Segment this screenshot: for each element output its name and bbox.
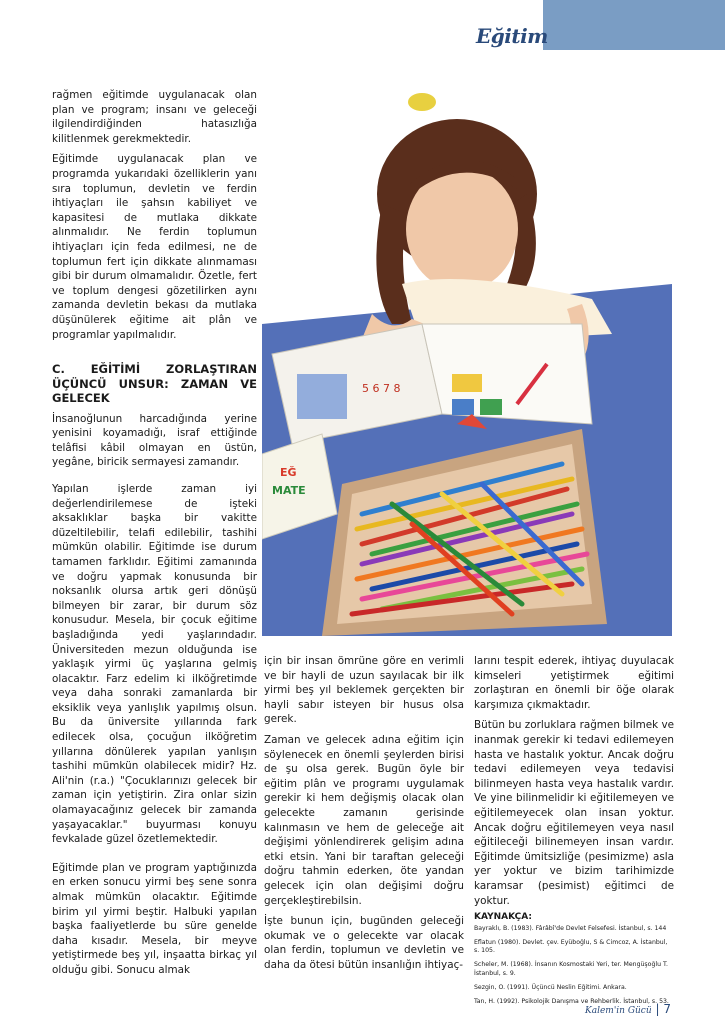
book-cover-word: EĞ [280,466,297,479]
reference-item: Eflatun (1980). Devlet. çev. Eyüboğlu, S & Cimcoz, A. İstanbul, s. 105. [474,938,668,955]
reference-item: Scheler, M. (1968). İnsanın Kosmostaki Yeri, ter. Mengüşoğlu T. İstanbul, s. 9. [474,961,668,977]
column-3 [474,654,674,1012]
paragraph: İnsanoğlunun harcadığında yerine yenisini koyamadığı, israf ettiğinde telâfisi kâbil olmayan en üstün, yegâne, biricik sermayesi zamandır. [52,412,257,469]
column-2 [264,654,464,978]
reference-item: Bayraklı, B. (1983). Fârâbî'de Devlet Felsefesi. İstanbul, s. 144 [474,924,667,932]
paragraph: Eğitimde uygulanacak plan ve programda yukarıdaki özelliklerin yanı sıra toplumun, devletin ve ferdin ihtiyaçları ile şahsın kabiliyet ve kapasitesi de mutlaka dikkate alınmalıdır. Ne ferdin toplumun ihtiyaçları için feda edilmesi, ne de toplumun fert için dikkate alınmaması gibi bir durum olmamalıdır. Özetle, fert ve toplum dengesi gözetilirken aynı zamanda devletin bekası da mutlaka düşünülerek eğitime ait plân ve programlar yapılmalıdır. [52,153,257,341]
paragraph: için bir insan ömrüne göre en verimli ve bir hayli de uzun sayılacak bir ilk yirmi beş yıl beklemek gerçekten bir hayli sabır isteyen bir husus olsa gerek. [264,655,464,726]
page-footer [585,1002,671,1016]
page-number: 7 [663,1002,671,1016]
column-1 [52,88,257,984]
reference-item: Tan, H. (1992). Psikolojik Danışma ve Rehberlik. İstanbul, s. 53. [474,997,669,1005]
paragraph: Zaman ve gelecek adına eğitim için söylenecek en önemli şeylerden birisi de şu olsa gerek. Bugün öyle bir eğitim plân ve programı uygulamak gerekir ki hem değişmiş olacak olan gelecekte zamanın gerisinde kalınmasın ve hem de geleceğe ait değişimi yönlendirerek gelişim adına etki etsin. Yani bir taraftan geleceği doğru tahmin ederken, öte yandan gelecek için olan değişimi doğru gerçekleştirebilsin. [264,733,464,907]
book-numbers: 5 6 7 8 [362,382,401,395]
header-accent-bar [543,0,725,50]
magazine-name: Kalem'in Gücü [584,1006,652,1016]
section-label: Eğitim [476,24,548,48]
section-heading: C. EĞİTİMİ ZORLAŞTIRAN ÜÇÜNCÜ UNSUR: ZAMAN VE GELECEK [52,362,257,406]
references-title: KAYNAKÇA: [474,912,532,923]
paragraph: Bütün bu zorluklara rağmen bilmek ve inanmak gerekir ki tedavi edilemeyen hasta ve hastalık yoktur. Ancak doğru tedavi edilemeyen veya tedavisi bilinmeyen hasta veya hastalık vardır. Ve yine bilinmelidir ki eğitilemeyen ve eğitilemeyecek olan insan yoktur. Ancak doğru eğitilemeyen veya nasıl eğitileceği bilinemeyen insan vardır. Eğitimde ümitsizliğe (pesimizme) asla yer yoktur ve bizim tarihimizde karamsar (pesimist) eğitimci de yoktur. [474,719,674,907]
paragraph: rağmen eğitimde uygulanacak olan plan ve program; insanı ve geleceği ilgilendirdiğinden hatasızlığa kilitlenmek gerekmektedir. [52,89,257,145]
photo-girl-drawing [262,84,672,636]
paragraph: İşte bunun için, bugünden geleceği okumak ve o gelecekte var olacak olan ferdin, toplumun ve devletin ve daha da ötesi bütün insanlığın ihtiyaç- [264,915,464,971]
paragraph: larını tespit ederek, ihtiyaç duyulacak kimseleri yetiştirmek eğitimi zorlaştıran en önemli bir öğe olarak karşımıza çıkmaktadır. [474,655,674,711]
paragraph: Eğitimde plan ve program yaptığınızda en erken sonucu yirmi beş sene sonra almak mümkün olacaktır. Eğitimde birim yıl yirmi beştir. Halbuki yapılan başka faaliyetlerde bu süre genelde daha kısadır. Mesela, bir meyve yetiştirmede beş yıl, inşaatta birkaç yıl olduğu gibi. Sonucu almak [52,861,257,976]
book-cover-word: MATE [272,484,306,497]
footer-separator: | [655,1002,660,1016]
paragraph: Yapılan işlerde zaman iyi değerlendirilemese de işteki aksaklıklar başka bir vakitte düzeltilebilir, telafi edilebilir, tashihi mümkün olabilir. Eğitimde ise durum tamamen farklıdır. Eğitimi zamanında ve doğru yapmak konusunda bir noksanlık olursa artık geri dönüşü bilmeyen bir zarar, bir durum söz konusudur. Mesela, bir çocuk eğitime başladığında yedi yaşlarındadır. Üniversiteden mezun olduğunda ise yaklaşık yirmi üç yaşlarına gelmiş olacaktır. Farz edelim ki ilköğretimde veya daha sonraki zamanlarda bir eksiklik veya yanlışlık yapılmış olsun. Bu da üniversite yıllarında fark edilecek olsa, çocuğun ilköğretim yıllarına dönülerek yapılan yanlışın tashihi mümkün olabilecek midir? Hz. Ali'nin (r.a.) "Çocuklarınızı gelecek bir zaman için yetiştirin. Zira onlar sizin olamayacağınız gelecek bir zamanda yaşayacaklar." buyurması konuyu fevkalade güzel özetlemektedir. [52,482,257,846]
reference-item: Sezgin, O. (1991). Üçüncü Neslin Eğitimi. Ankara. [474,983,627,991]
